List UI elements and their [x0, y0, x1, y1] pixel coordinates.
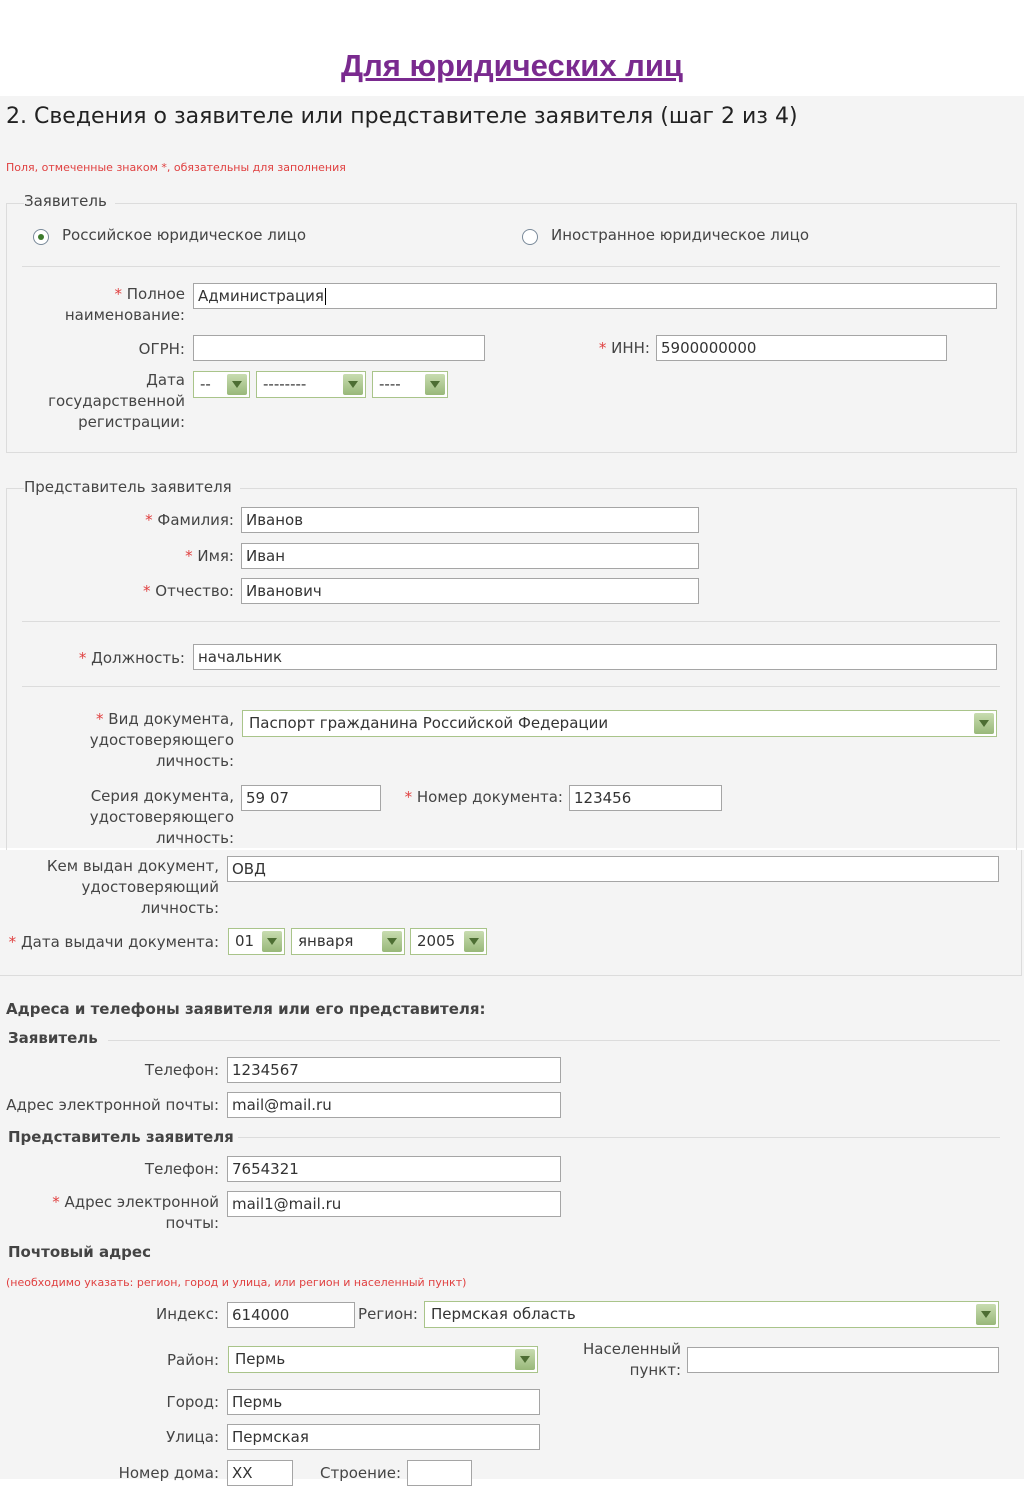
chevron-down-icon — [262, 931, 282, 952]
applicant-phone-label: Телефон: — [144, 1061, 219, 1079]
chevron-down-icon — [974, 713, 994, 734]
building-label: Строение: — [320, 1464, 401, 1482]
city-label: Город: — [166, 1393, 219, 1411]
issue-year-select[interactable]: 2005 — [410, 928, 487, 955]
house-label: Номер дома: — [118, 1464, 219, 1482]
position-input[interactable]: начальник — [193, 644, 997, 670]
patronymic-input[interactable]: Иванович — [241, 578, 699, 604]
doc-type-label: * Вид документа, удостоверяющего личность: — [89, 710, 234, 770]
settlement-input[interactable] — [687, 1347, 999, 1373]
inn-label: * ИНН: — [598, 339, 650, 357]
surname-label: * Фамилия: — [145, 511, 234, 529]
divider — [108, 1040, 1000, 1041]
chevron-down-icon — [425, 374, 445, 395]
divider — [22, 686, 1000, 687]
postal-title: Почтовый адрес — [8, 1243, 151, 1261]
radio-russian-label: Российское юридическое лицо — [62, 226, 307, 244]
divider — [238, 1137, 1000, 1138]
street-input[interactable]: Пермская — [227, 1424, 540, 1450]
district-label: Район: — [166, 1351, 219, 1369]
divider — [22, 621, 1000, 622]
step-title: 2. Сведения о заявителе или представителе заявителя (шаг 2 из 4) — [6, 104, 798, 129]
chevron-down-icon — [515, 1349, 535, 1370]
divider — [22, 266, 1000, 267]
reg-month-select[interactable]: -------- — [256, 371, 366, 398]
contacts-rep-title: Представитель заявителя — [8, 1128, 234, 1146]
reg-year-select[interactable]: ---- — [372, 371, 448, 398]
issue-date-label: * Дата выдачи документа: — [8, 933, 219, 951]
radio-foreign[interactable] — [522, 229, 538, 245]
reg-date-label: Дата государственной регистрации: — [48, 371, 185, 431]
applicant-email-input[interactable]: mail@mail.ru — [227, 1092, 561, 1118]
page-title: Для юридических лиц — [341, 48, 683, 83]
chevron-down-icon — [976, 1304, 996, 1325]
applicant-email-label: Адрес электронной почты: — [6, 1096, 219, 1114]
index-input[interactable]: 614000 — [227, 1302, 355, 1328]
settlement-label: Населенный пункт: — [583, 1340, 681, 1379]
doc-type-select[interactable]: Паспорт гражданина Российской Федерации — [242, 710, 997, 737]
name-input[interactable]: Иван — [241, 543, 699, 569]
contacts-title: Адреса и телефоны заявителя или его представителя: — [6, 1000, 486, 1018]
applicant-phone-input[interactable]: 1234567 — [227, 1057, 561, 1083]
surname-input[interactable]: Иванов — [241, 507, 699, 533]
district-select[interactable]: Пермь — [228, 1346, 538, 1373]
position-label: * Должность: — [78, 649, 185, 667]
doc-series-input[interactable]: 59 07 — [241, 785, 381, 811]
chevron-down-icon — [227, 374, 247, 395]
ogrn-label: ОГРН: — [138, 340, 185, 358]
radio-foreign-label: Иностранное юридическое лицо — [551, 226, 810, 244]
rep-phone-label: Телефон: — [144, 1160, 219, 1178]
chevron-down-icon — [382, 931, 402, 952]
full-name-label: * Полное наименование: — [64, 285, 185, 324]
contacts-applicant-title: Заявитель — [8, 1029, 98, 1047]
upper-form-panel — [0, 96, 1024, 848]
street-label: Улица: — [166, 1428, 219, 1446]
full-name-input[interactable]: Администрация — [193, 283, 997, 309]
rep-email-input[interactable]: mail1@mail.ru — [227, 1191, 561, 1217]
house-input[interactable]: ХХ — [227, 1460, 293, 1486]
inn-input[interactable]: 5900000000 — [656, 335, 947, 361]
reg-day-select[interactable]: -- — [193, 371, 250, 398]
doc-number-label: * Номер документа: — [404, 788, 563, 806]
applicant-legend: Заявитель — [24, 192, 115, 210]
name-label: * Имя: — [185, 547, 234, 565]
rep-phone-input[interactable]: 7654321 — [227, 1156, 561, 1182]
postal-note: (необходимо указать: регион, город и улица, или регион и населенный пункт) — [6, 1276, 467, 1289]
representative-legend: Представитель заявителя — [24, 478, 240, 496]
doc-number-input[interactable]: 123456 — [569, 785, 722, 811]
radio-russian[interactable] — [33, 229, 49, 245]
region-select[interactable]: Пермская область — [424, 1301, 999, 1328]
issued-by-label: Кем выдан документ, удостоверяющий личность: — [46, 857, 219, 917]
building-input[interactable] — [407, 1460, 472, 1486]
chevron-down-icon — [343, 374, 363, 395]
doc-series-label: Серия документа, удостоверяющего личность: — [89, 787, 234, 847]
region-label: Регион: — [358, 1305, 418, 1323]
index-label: Индекс: — [156, 1305, 219, 1323]
ogrn-input[interactable] — [193, 335, 485, 361]
patronymic-label: * Отчество: — [143, 582, 234, 600]
issue-month-select[interactable]: января — [291, 928, 405, 955]
issue-day-select[interactable]: 01 — [228, 928, 285, 955]
chevron-down-icon — [464, 931, 484, 952]
city-input[interactable]: Пермь — [227, 1389, 540, 1415]
issued-by-input[interactable]: ОВД — [227, 856, 999, 882]
rep-email-label: * Адрес электронной почты: — [52, 1193, 219, 1232]
required-note: Поля, отмеченные знаком *, обязательны для заполнения — [6, 161, 346, 174]
lower-form-panel — [0, 850, 1024, 1482]
